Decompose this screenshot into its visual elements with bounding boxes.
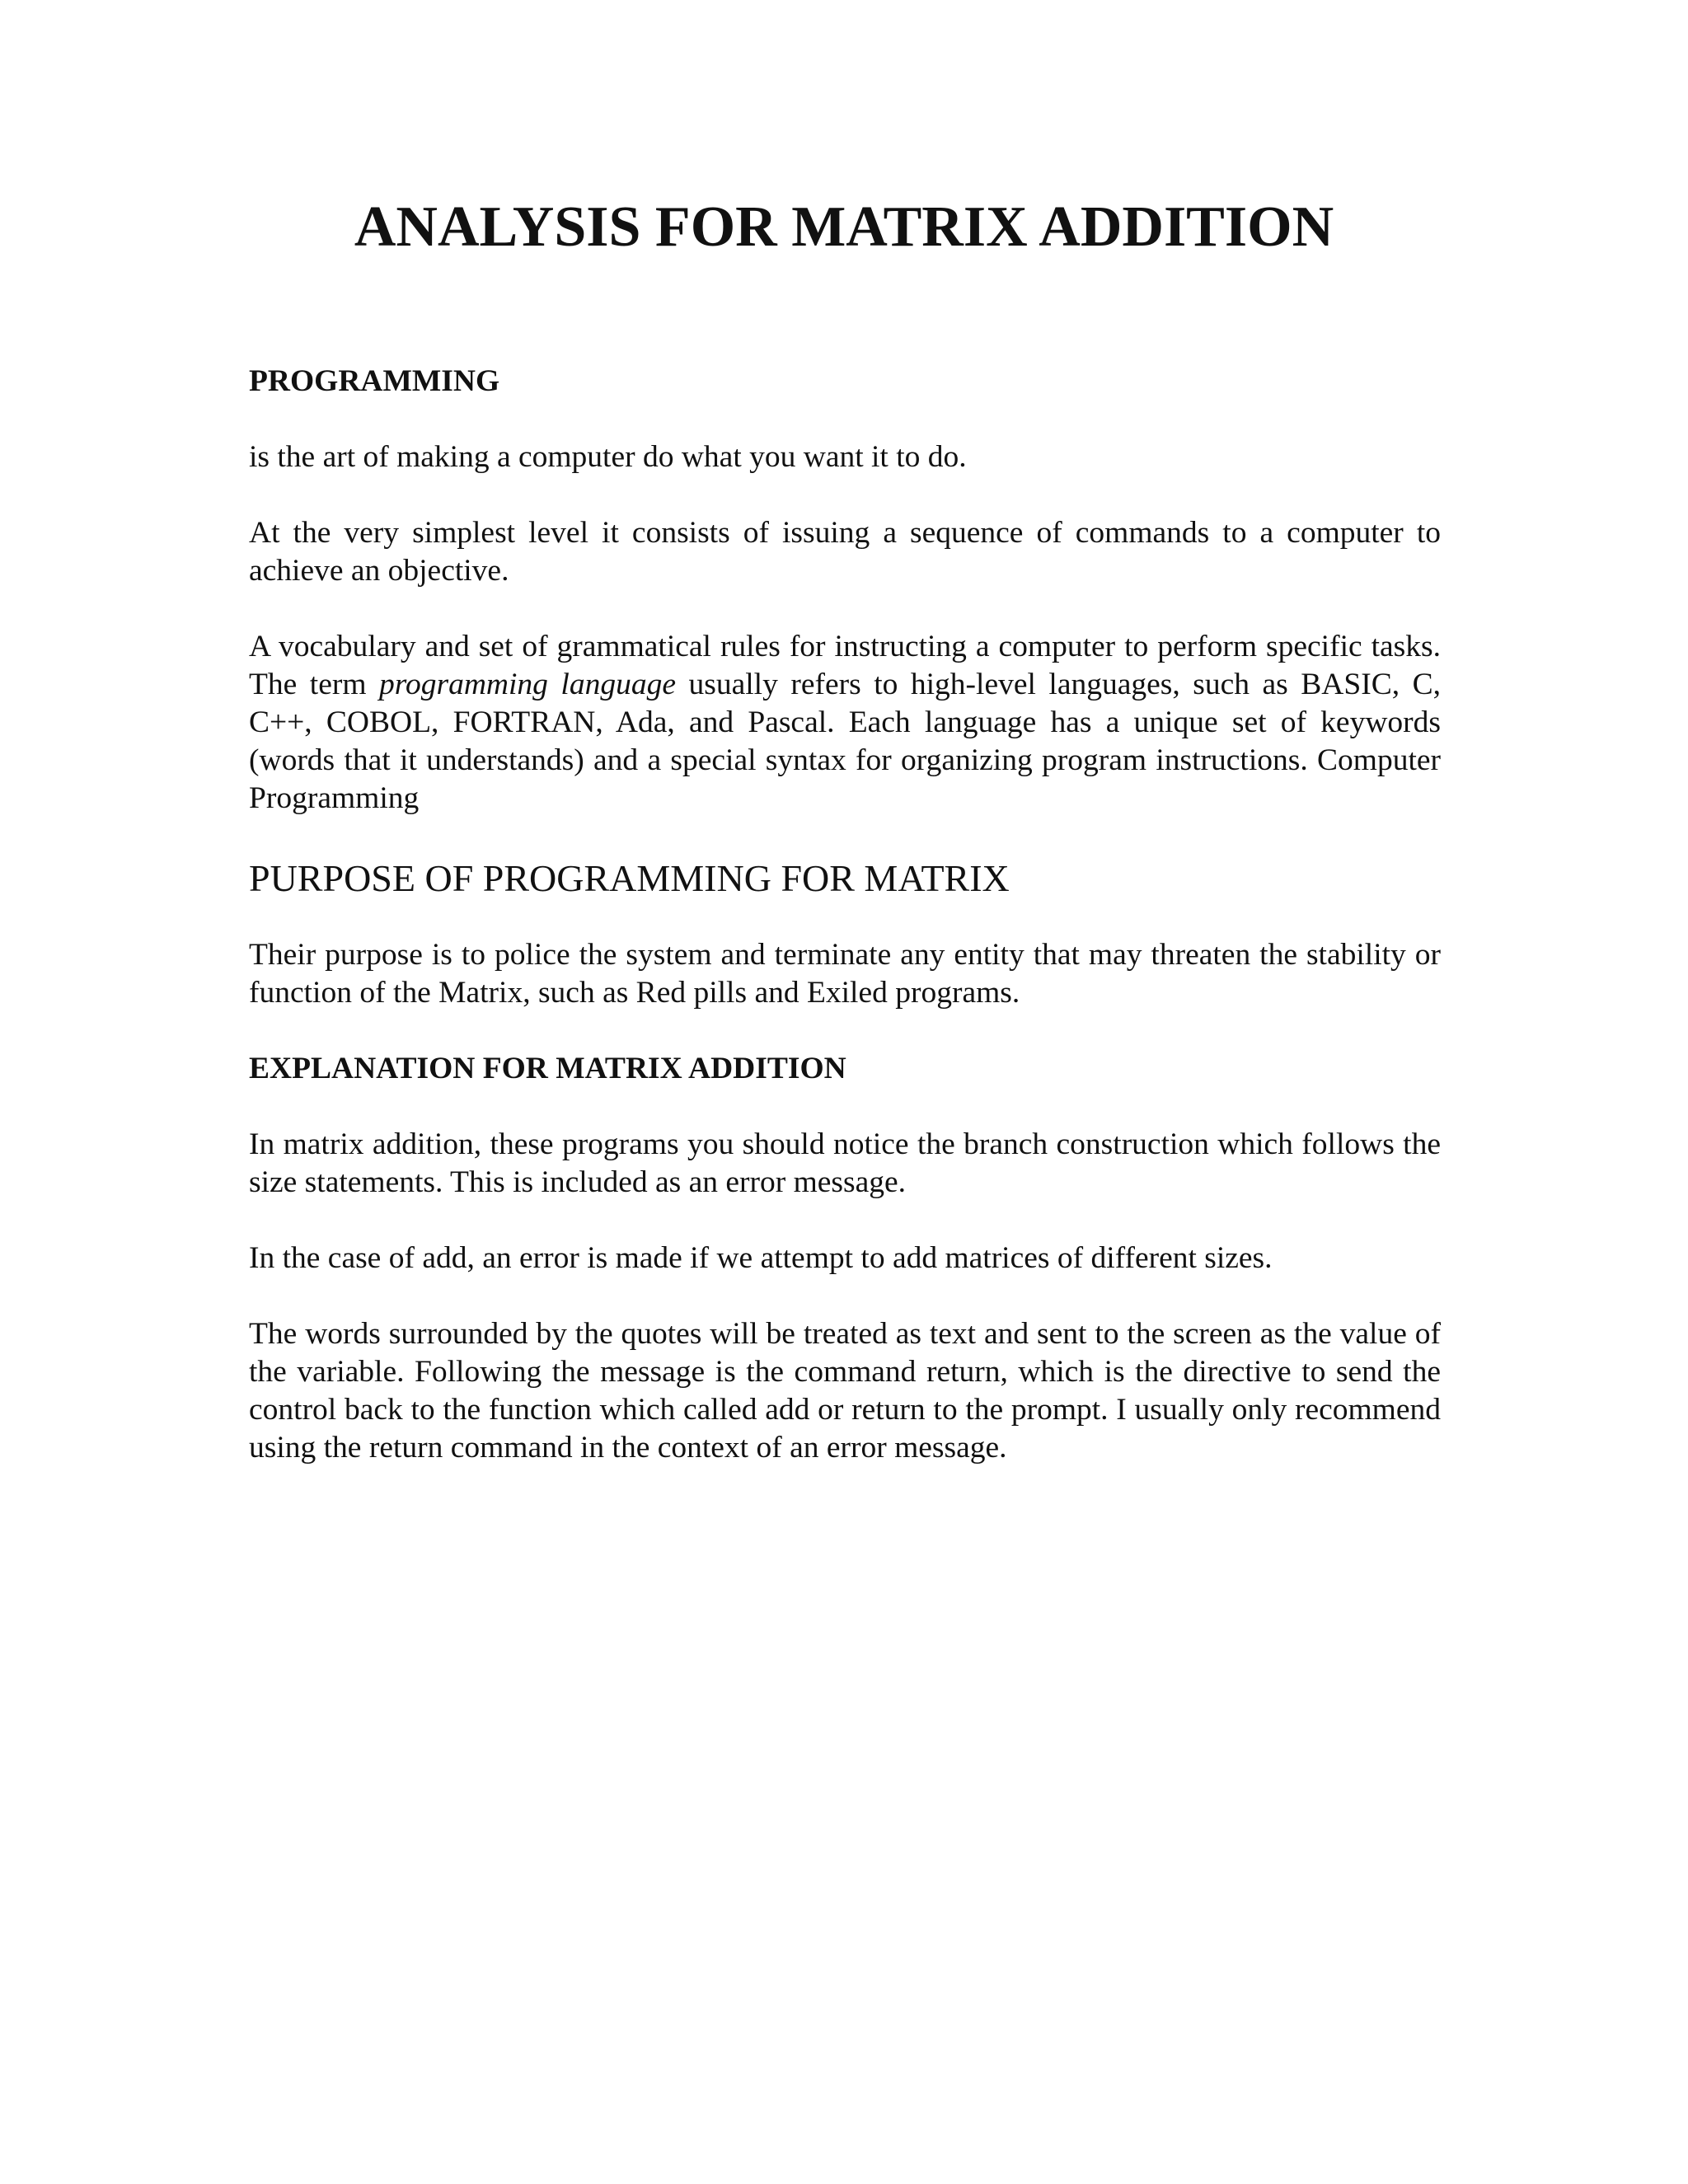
paragraph-purpose: Their purpose is to police the system and terminate any entity that may threaten the stability or function of the Matrix, such as Red pills and Exiled programs. [249,938,1441,1010]
paragraph-text: A vocabulary and set of grammatical rules for instructing a computer to perform specific tasks. The term [249,630,1441,701]
paragraph-programming-simplest-level: At the very simplest level it consists of issuing a sequence of commands to a computer to achieve an objective. [249,516,1441,588]
paragraph-explanation-add-error: In the case of add, an error is made if we attempt to add matrices of different sizes. [249,1241,1273,1275]
paragraph-explanation-return: The words surrounded by the quotes will be treated as text and sent to the screen as the value of the variable. Following the message is the command return, which is the directive to send the control back to the function which called add or return to the prompt. I usually only recommend using the return command in the context of an error message. [249,1317,1441,1465]
paragraph-explanation-branch: In matrix addition, these programs you should notice the branch construction which follows the size statements. This is included as an error message. [249,1127,1441,1199]
section-heading-programming: PROGRAMMING [249,364,500,398]
section-heading-explanation: EXPLANATION FOR MATRIX ADDITION [249,1052,846,1085]
paragraph-programming-definition: is the art of making a computer do what you want it to do. [249,440,967,474]
italic-term: programming language [379,668,676,701]
paragraph-programming-language [249,628,1441,818]
document-body [249,363,1441,1505]
page-title: ANALYSIS FOR MATRIX ADDITION [354,195,1334,259]
section-heading-purpose: PURPOSE OF PROGRAMMING FOR MATRIX [249,857,1010,899]
paragraph-text: usually refers to high-level languages, such as BASIC, C, C++, COBOL, FORTRAN, Ada, and Pascal. Each language has a unique set of keywords (words that it understands) and a special syntax for organizing program instructions. Computer Programming [249,668,1441,815]
